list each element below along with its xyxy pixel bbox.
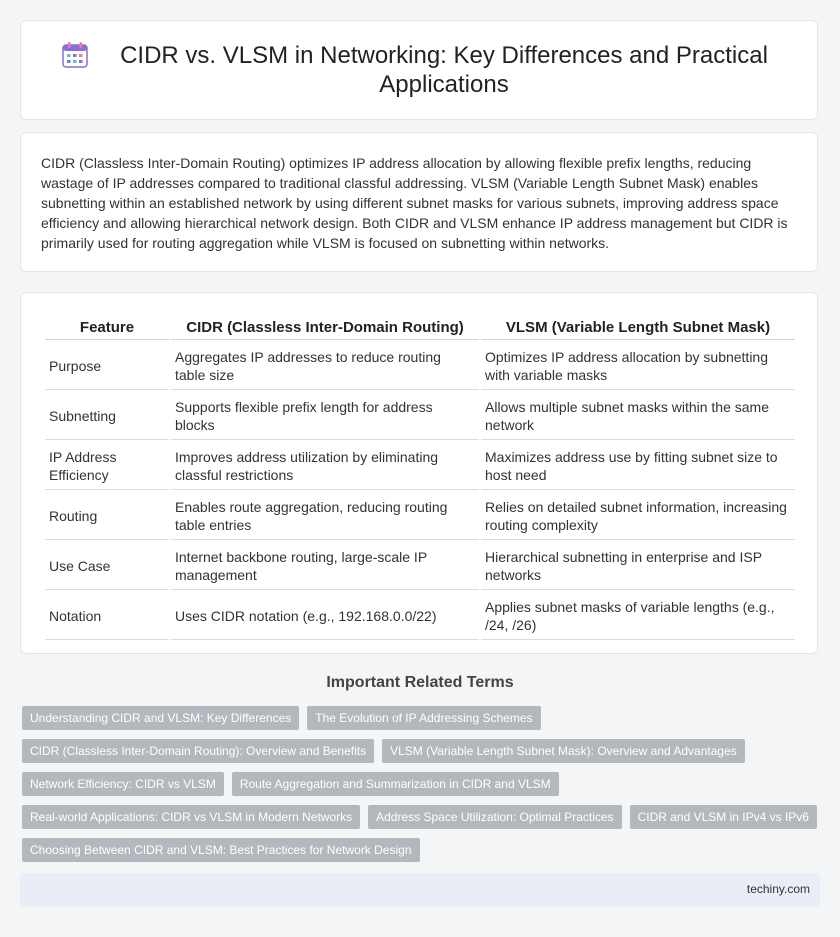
table-header-row	[45, 317, 795, 340]
related-term-tag[interactable]: Understanding CIDR and VLSM: Key Differences	[22, 706, 299, 730]
related-term-tag[interactable]: The Evolution of IP Addressing Schemes	[307, 706, 540, 730]
footer-site-name[interactable]: techiny.com	[746, 882, 810, 896]
cidr-cell: Improves address utilization by eliminating classful restrictions	[171, 442, 479, 490]
calendar-icon	[61, 41, 89, 69]
feature-cell: Notation	[45, 592, 169, 640]
cidr-cell: Aggregates IP addresses to reduce routing table size	[171, 342, 479, 390]
related-term-tag[interactable]: VLSM (Variable Length Subnet Mask): Overview and Advantages	[382, 739, 745, 763]
header-feature: Feature	[45, 317, 169, 340]
cidr-cell: Supports flexible prefix length for address blocks	[171, 392, 479, 440]
feature-cell: Purpose	[45, 342, 169, 390]
table-row	[45, 392, 795, 440]
feature-cell: Routing	[45, 492, 169, 540]
table-row	[45, 492, 795, 540]
cidr-cell: Uses CIDR notation (e.g., 192.168.0.0/22)	[171, 592, 479, 640]
feature-cell: Subnetting	[45, 392, 169, 440]
comparison-table	[43, 315, 797, 642]
table-row	[45, 442, 795, 490]
vlsm-cell: Relies on detailed subnet information, increasing routing complexity	[481, 492, 795, 540]
vlsm-cell: Applies subnet masks of variable lengths (e.g., /24, /26)	[481, 592, 795, 640]
table-row	[45, 342, 795, 390]
related-term-tag[interactable]: Real-world Applications: CIDR vs VLSM in Modern Networks	[22, 805, 360, 829]
related-term-tag[interactable]: Choosing Between CIDR and VLSM: Best Practices for Network Design	[22, 838, 420, 862]
feature-cell: IP Address Efficiency	[45, 442, 169, 490]
vlsm-cell: Hierarchical subnetting in enterprise and ISP networks	[481, 542, 795, 590]
table-row	[45, 592, 795, 640]
header-vlsm: VLSM (Variable Length Subnet Mask)	[481, 317, 795, 340]
related-term-tag[interactable]: Network Efficiency: CIDR vs VLSM	[22, 772, 224, 796]
related-term-tag[interactable]: Route Aggregation and Summarization in CIDR and VLSM	[232, 772, 559, 796]
related-term-tag[interactable]: CIDR and VLSM in IPv4 vs IPv6	[630, 805, 817, 829]
related-terms-list	[22, 706, 822, 862]
cidr-cell: Internet backbone routing, large-scale IP management	[171, 542, 479, 590]
related-term-tag[interactable]: CIDR (Classless Inter-Domain Routing): Overview and Benefits	[22, 739, 374, 763]
title-row	[21, 21, 817, 119]
page-title: CIDR vs. VLSM in Networking: Key Differences and Practical Applications	[120, 42, 768, 98]
vlsm-cell: Optimizes IP address allocation by subnetting with variable masks	[481, 342, 795, 390]
related-term-tag[interactable]: Address Space Utilization: Optimal Practices	[368, 805, 621, 829]
feature-cell: Use Case	[45, 542, 169, 590]
cidr-cell: Enables route aggregation, reducing routing table entries	[171, 492, 479, 540]
vlsm-cell: Allows multiple subnet masks within the same network	[481, 392, 795, 440]
vlsm-cell: Maximizes address use by fitting subnet size to host need	[481, 442, 795, 490]
related-terms-title: Important Related Terms	[326, 674, 514, 691]
footer-bar	[20, 873, 820, 906]
table-row	[45, 542, 795, 590]
header-cidr: CIDR (Classless Inter-Domain Routing)	[171, 317, 479, 340]
comparison-table-card	[20, 292, 818, 654]
intro-paragraph: CIDR (Classless Inter-Domain Routing) optimizes IP address allocation by allowing flexible prefix lengths, reducing wastage of IP addresses compared to traditional classful addressing. VLSM (Variable Length Subnet Mask) enables subnetting within an established network by using different subnet masks for various subnets, improving address space efficiency and allowing hierarchical network design. Both CIDR and VLSM enhance IP address management but CIDR is primarily used for routing aggregation while VLSM is focused on subnetting within networks.	[41, 155, 788, 251]
intro-card	[20, 132, 818, 272]
title-card	[20, 20, 818, 120]
